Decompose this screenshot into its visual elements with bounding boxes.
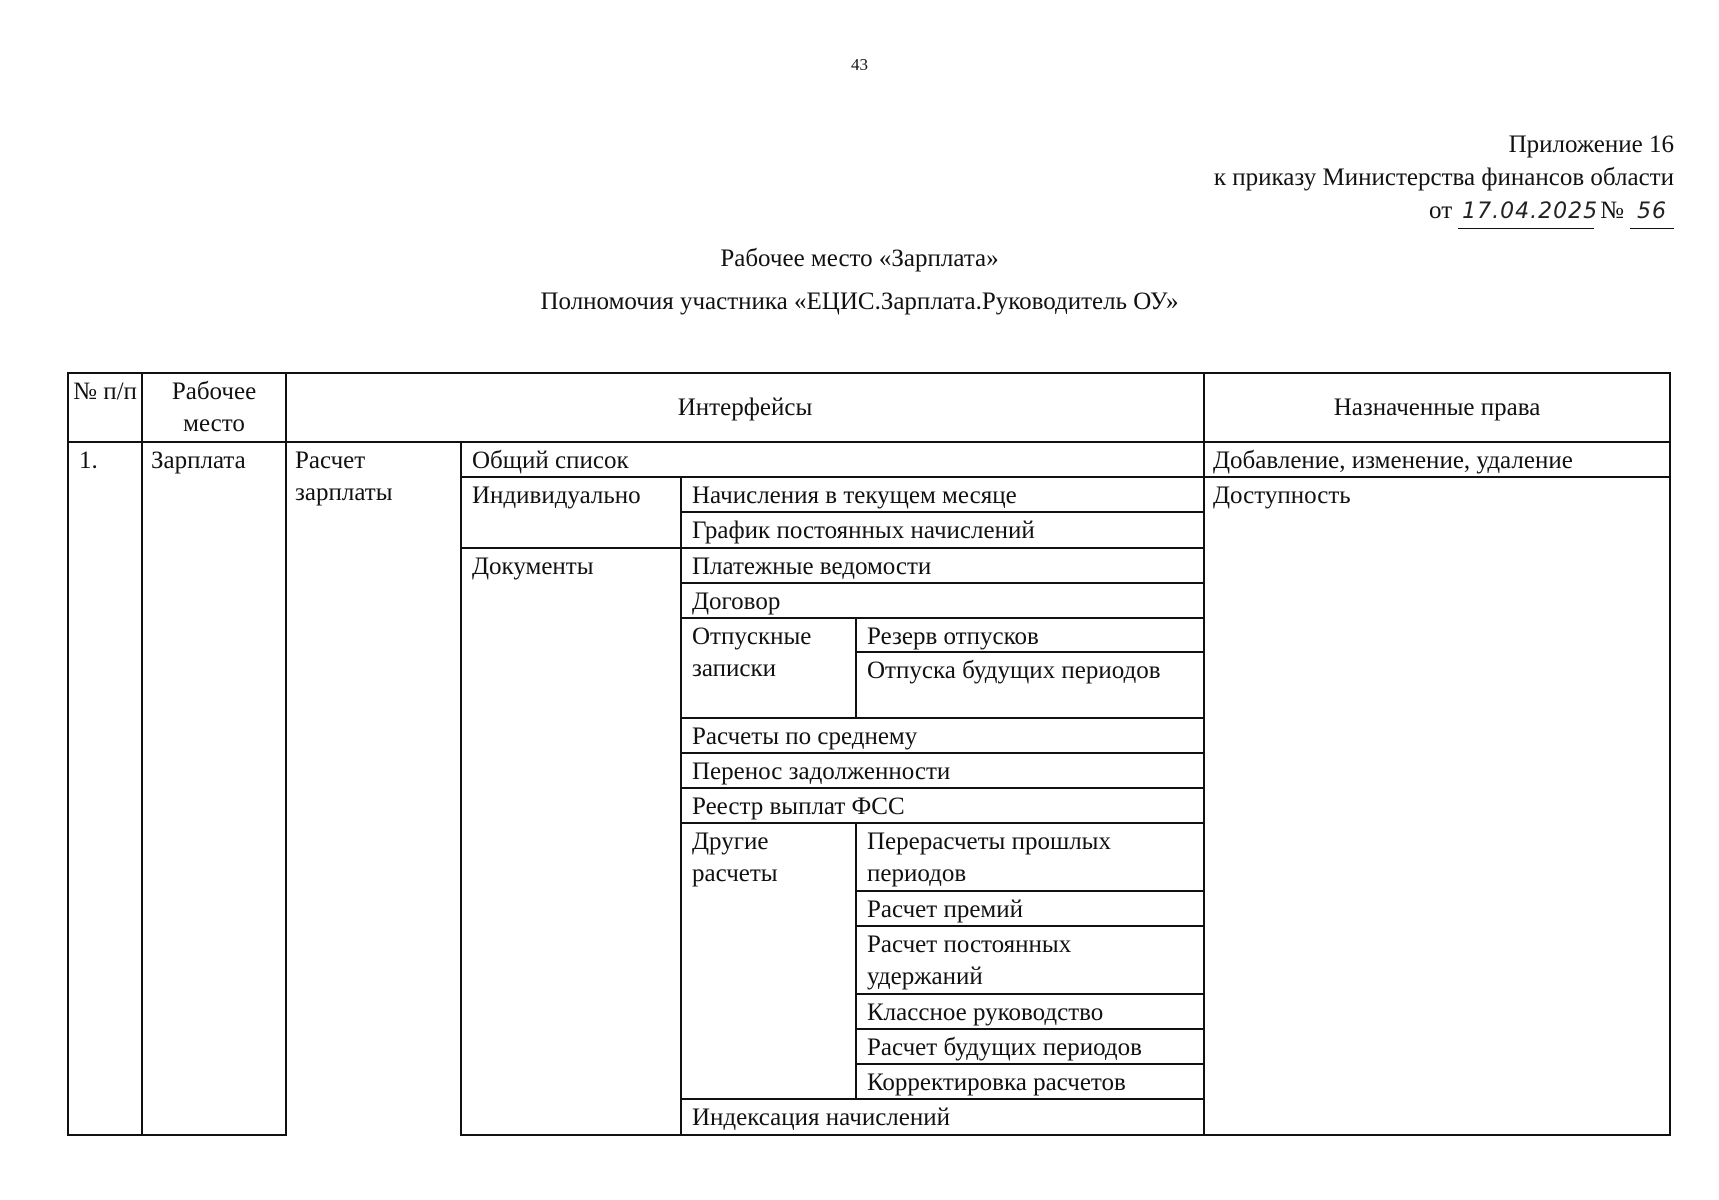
doc-item-payroll: Платежные ведомости — [692, 553, 932, 580]
individual-item-schedule: График постоянных начислений — [692, 517, 1035, 544]
doc-item-fss-registry: Реестр выплат ФСС — [692, 793, 905, 820]
workplace-name: Зарплата — [151, 447, 246, 474]
doc-item-indexation: Индексация начислений — [692, 1104, 951, 1131]
header-workplace: Рабочее место — [171, 378, 257, 437]
page-number: 43 — [851, 55, 868, 74]
handwritten-date: 17.04.2025 — [1458, 195, 1594, 229]
other-item-recalc: Перерасчеты прошлых периодов — [867, 828, 1111, 887]
handwritten-number: 56 — [1630, 195, 1674, 229]
appendix-date-line — [1214, 194, 1674, 229]
document-subtitle: Полномочия участника «ЕЦИС.Зарплата.Руководитель ОУ» — [540, 288, 1179, 315]
appendix-title: Приложение 16 — [1508, 131, 1674, 158]
other-item-bonus: Расчет премий — [867, 896, 1023, 923]
individual-group: Индивидуально — [472, 482, 641, 509]
number-label: № — [1600, 197, 1624, 224]
doc-item-average: Расчеты по среднему — [692, 723, 918, 750]
header-interfaces: Интерфейсы — [677, 394, 813, 421]
other-item-class-teacher: Классное руководство — [867, 999, 1104, 1026]
section-name: Расчет зарплаты — [295, 447, 393, 506]
row-number: 1. — [79, 447, 98, 474]
other-item-deductions: Расчет постоянных удержаний — [867, 931, 1072, 990]
vacation-item-reserve: Резерв отпусков — [867, 623, 1039, 650]
doc-item-contract: Договор — [692, 588, 781, 615]
individual-item-accruals: Начисления в текущем месяце — [692, 482, 1017, 509]
from-label: от — [1429, 197, 1453, 224]
other-calcs-group: Другие расчеты — [692, 828, 778, 887]
availability-rights: Доступность — [1213, 482, 1351, 509]
general-list: Общий список — [472, 447, 629, 474]
header-rights: Назначенные права — [1333, 394, 1541, 421]
vacation-group: Отпускные записки — [692, 623, 812, 682]
document-title: Рабочее место «Зарплата» — [720, 245, 999, 272]
appendix-block — [1214, 128, 1674, 229]
other-item-future-periods: Расчет будущих периодов — [867, 1034, 1142, 1061]
other-item-corrections: Корректировка расчетов — [867, 1069, 1126, 1096]
documents-group: Документы — [472, 553, 594, 580]
general-list-rights: Добавление, изменение, удаление — [1213, 447, 1573, 474]
vacation-item-future: Отпуска будущих периодов — [867, 657, 1161, 684]
header-num: № п/п — [73, 378, 137, 405]
appendix-order-ref: к приказу Министерства финансов области — [1213, 164, 1674, 191]
doc-item-debt-transfer: Перенос задолженности — [692, 758, 951, 785]
